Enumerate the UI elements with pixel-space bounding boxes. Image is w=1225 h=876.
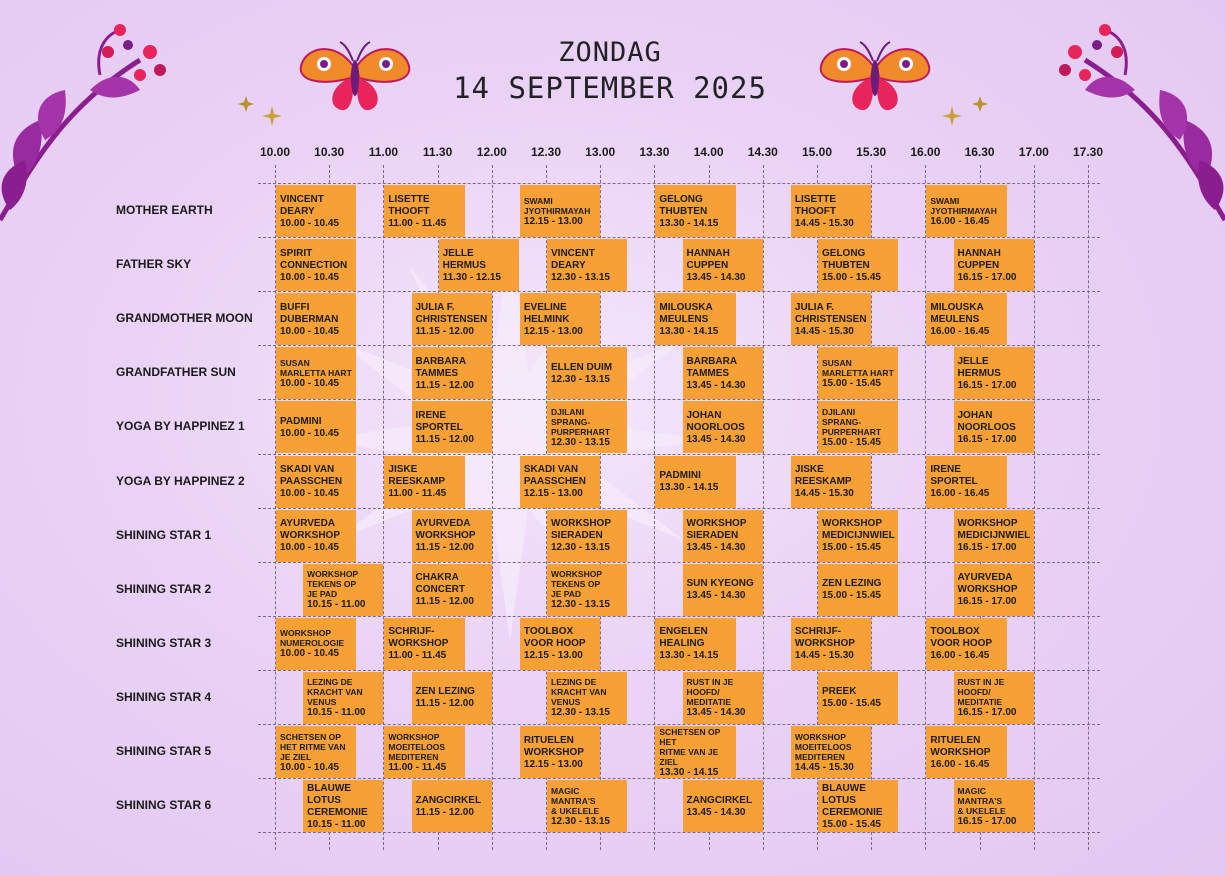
session-block: [547, 347, 627, 399]
session-block: [818, 401, 898, 453]
session-name: EVELINE HELMINK: [523, 301, 570, 325]
session-block: [683, 780, 763, 832]
stage-label: YOGA BY HAPPINEZ 1: [116, 419, 245, 434]
session-time: 13.45 - 14.30: [686, 806, 746, 818]
session-time: 10.15 - 11.00: [307, 599, 366, 611]
grid-hline: [258, 508, 1100, 509]
session-name: TOOLBOX VOOR HOOP: [930, 626, 993, 650]
session-time: 11.30 - 12.15: [442, 271, 501, 283]
session-block: [412, 510, 492, 562]
session-block: [384, 726, 464, 778]
session-time: 12.30 - 13.15: [551, 271, 610, 283]
session-time: 10.00 - 10.45: [280, 217, 339, 229]
session-time: 16.15 - 17.00: [957, 596, 1017, 608]
session-name: WORKSHOP TEKENS OP JE PAD: [551, 569, 602, 600]
session-name: WORKSHOP MOEITELOOS MEDITEREN: [388, 731, 446, 762]
session-block: [303, 672, 383, 724]
session-name: RUST IN JE HOOFD/ MEDITATIE: [957, 677, 1005, 708]
session-time: 12.15 - 13.00: [523, 488, 583, 499]
session-time: 15.00 - 15.45: [822, 542, 881, 554]
session-time: 14.45 - 15.30: [794, 761, 854, 773]
session-time: 16.00 - 16.45: [930, 758, 990, 770]
session-block: [276, 239, 356, 291]
session-time: 10.15 - 11.00: [307, 818, 366, 830]
session-time: 10.00 - 10.45: [280, 761, 339, 773]
session-name: AYURVEDA WORKSHOP: [280, 518, 340, 542]
session-block: [683, 347, 763, 399]
session-block: [384, 618, 464, 670]
time-header: 16.00: [910, 145, 941, 159]
session-time: 13.45 - 14.30: [686, 271, 746, 283]
session-block: [954, 510, 1034, 562]
session-time: 12.30 - 13.15: [551, 707, 610, 719]
session-time: 15.00 - 15.45: [822, 377, 881, 389]
session-block: [926, 618, 1006, 670]
session-time: 15.00 - 15.45: [822, 590, 881, 602]
session-time: 13.45 - 14.30: [686, 590, 746, 602]
session-time: 13.30 - 14.15: [659, 482, 719, 493]
session-time: 16.00 - 16.45: [930, 215, 990, 227]
stage-label: GRANDMOTHER MOON: [116, 311, 253, 326]
grid-hline: [258, 454, 1100, 455]
stage-label: SHINING STAR 5: [116, 744, 212, 758]
time-header: 12.00: [476, 145, 507, 159]
session-time: 10.00 - 10.45: [280, 427, 339, 439]
session-name: SCHRIJF- WORKSHOP: [794, 626, 855, 650]
session-time: 11.00 - 11.45: [388, 761, 447, 773]
session-time: 14.45 - 15.30: [794, 325, 854, 337]
stage-label: MOTHER EARTH: [116, 203, 213, 217]
session-block: [276, 185, 356, 237]
session-name: VINCENT DEARY: [280, 193, 324, 217]
session-time: 15.00 - 15.45: [822, 436, 881, 448]
session-name: SKADI VAN PAASSCHEN: [280, 464, 343, 487]
time-header: 13.30: [639, 145, 670, 159]
session-name: JELLE HERMUS: [957, 355, 1001, 379]
session-name: DJILANI SPRANG- PURPERHART: [822, 406, 882, 437]
session-block: [276, 293, 356, 345]
time-header: 17.30: [1072, 145, 1104, 159]
time-header: 15.30: [856, 145, 887, 159]
session-time: 16.00 - 16.45: [930, 650, 990, 662]
session-block: [276, 726, 356, 778]
session-block: [954, 347, 1034, 399]
session-time: 12.30 - 13.15: [551, 373, 610, 385]
session-time: 16.15 - 17.00: [957, 707, 1017, 719]
session-name: SUN KYEONG: [686, 578, 754, 590]
session-block: [412, 672, 492, 724]
stage-label: GRANDFATHER SUN: [116, 365, 236, 380]
session-block: [818, 510, 898, 562]
session-time: 10.00 - 10.45: [280, 488, 339, 499]
session-block: [954, 401, 1034, 453]
session-block: [954, 672, 1034, 724]
session-name: JOHAN NOORLOOS: [686, 409, 745, 433]
session-name: SWAMI JYOTHIRMAYAH: [930, 195, 997, 216]
stage-label: YOGA BY HAPPINEZ 2: [116, 473, 245, 488]
session-time: 11.00 - 11.45: [388, 217, 447, 229]
session-time: 16.15 - 17.00: [957, 542, 1017, 554]
time-header: 16.30: [964, 145, 995, 159]
grid-hline: [258, 291, 1100, 292]
session-time: 13.45 - 14.30: [686, 433, 746, 445]
session-block: [303, 564, 383, 616]
session-block: [439, 239, 519, 291]
session-block: [384, 185, 464, 237]
stage-label: SHINING STAR 1: [116, 527, 212, 542]
session-name: BLAUWE LOTUS CEREMONIE: [822, 782, 883, 818]
grid-hline: [258, 832, 1100, 833]
time-header: 12.30: [530, 145, 562, 159]
session-name: BARBARA TAMMES: [415, 355, 467, 379]
session-name: SUSAN MARLETTA HART: [822, 357, 894, 378]
session-block: [547, 564, 627, 616]
grid-hline: [258, 616, 1100, 617]
session-name: BLAUWE LOTUS CEREMONIE: [307, 782, 368, 818]
session-time: 10.00 - 10.45: [280, 325, 339, 337]
session-name: PADMINI: [280, 415, 322, 427]
stage-label: SHINING STAR 3: [116, 635, 212, 650]
session-time: 10.15 - 11.00: [307, 707, 366, 719]
grid-hline: [258, 183, 1100, 184]
stage-label: SHINING STAR 2: [116, 581, 212, 596]
session-name: ELLEN DUIM: [551, 361, 613, 373]
session-name: WORKSHOP MEDICIJNWIEL: [957, 518, 1031, 542]
session-time: 16.15 - 17.00: [957, 271, 1017, 283]
session-block: [791, 618, 871, 670]
session-time: 11.15 - 12.00: [415, 379, 474, 391]
session-name: ZEN LEZING: [415, 686, 475, 698]
session-name: MAGIC MANTRA'S & UKELELE: [957, 785, 1006, 816]
session-block: [791, 293, 871, 345]
session-block: [818, 672, 898, 724]
session-block: [547, 510, 627, 562]
sparkle-icon: [938, 94, 994, 134]
session-block: [412, 780, 492, 832]
session-time: 14.45 - 15.30: [794, 650, 854, 662]
session-time: 12.15 - 13.00: [523, 325, 583, 337]
session-time: 11.15 - 12.00: [415, 325, 474, 337]
session-time: 11.15 - 12.00: [415, 596, 474, 608]
sparkle-icon: [236, 94, 286, 134]
session-block: [683, 401, 763, 453]
session-time: 12.30 - 13.15: [551, 599, 610, 611]
session-block: [520, 456, 600, 508]
session-name: WORKSHOP MEDICIJNWIEL: [822, 518, 895, 542]
session-name: HANNAH CUPPEN: [957, 247, 1001, 271]
session-block: [926, 293, 1006, 345]
session-time: 10.00 - 10.45: [280, 648, 339, 660]
session-time: 12.15 - 13.00: [523, 215, 583, 227]
session-time: 13.30 - 14.15: [659, 217, 719, 229]
session-block: [520, 293, 600, 345]
session-name: AYURVEDA WORKSHOP: [957, 572, 1018, 596]
date-label: 14 SEPTEMBER 2025: [453, 71, 767, 105]
session-block: [412, 293, 492, 345]
session-time: 11.00 - 11.45: [388, 488, 447, 499]
session-name: RITUELEN WORKSHOP: [930, 734, 991, 758]
session-block: [547, 780, 627, 832]
session-block: [683, 672, 763, 724]
session-name: ZEN LEZING: [822, 578, 882, 590]
stage-label: SHINING STAR 6: [116, 798, 212, 813]
session-name: MILOUSKA MEULENS: [930, 301, 984, 325]
session-name: SUSAN MARLETTA HART: [280, 357, 352, 378]
time-header: 10.00: [259, 145, 291, 159]
session-name: VINCENT DEARY: [551, 247, 595, 271]
session-time: 12.30 - 13.15: [551, 542, 610, 554]
session-name: JISKE REESKAMP: [388, 464, 446, 487]
session-name: GELONG THUBTEN: [659, 193, 708, 217]
grid-hline: [258, 778, 1100, 779]
session-block: [683, 510, 763, 562]
session-block: [276, 510, 356, 562]
session-block: [683, 239, 763, 291]
session-time: 12.15 - 13.00: [523, 758, 583, 770]
session-time: 10.00 - 10.45: [280, 377, 339, 389]
session-block: [547, 401, 627, 453]
session-time: 14.45 - 15.30: [794, 217, 854, 229]
session-block: [412, 564, 492, 616]
session-block: [547, 239, 627, 291]
session-block: [412, 401, 492, 453]
session-name: LEZING DE KRACHT VAN VENUS: [307, 677, 363, 708]
grid-hline: [258, 345, 1100, 346]
time-header: 13.00: [585, 145, 616, 159]
session-block: [926, 726, 1006, 778]
session-block: [818, 347, 898, 399]
branch-top-right-icon: [1045, 20, 1225, 240]
session-name: ZANGCIRKEL: [415, 794, 482, 806]
session-name: ENGELEN HEALING: [659, 626, 708, 650]
session-name: LISETTE THOOFT: [388, 193, 430, 217]
session-block: [655, 185, 735, 237]
session-name: PADMINI: [659, 470, 701, 481]
session-name: ZANGCIRKEL: [686, 794, 753, 806]
session-block: [520, 185, 600, 237]
session-time: 13.30 - 14.15: [659, 650, 719, 662]
session-block: [818, 780, 898, 832]
session-name: SWAMI JYOTHIRMAYAH: [523, 195, 591, 216]
session-name: WORKSHOP SIERADEN: [551, 518, 611, 542]
session-name: SCHETSEN OP HET RITME VAN JE ZIEL: [659, 726, 721, 767]
session-name: BUFFI DUBERMAN: [280, 301, 339, 325]
session-time: 13.45 - 14.30: [686, 707, 746, 719]
session-block: [954, 780, 1034, 832]
session-time: 13.30 - 14.15: [659, 766, 719, 778]
session-name: PREEK: [822, 686, 857, 698]
session-time: 16.00 - 16.45: [930, 325, 990, 337]
grid-hline: [258, 399, 1100, 400]
session-time: 11.15 - 12.00: [415, 433, 474, 445]
session-block: [791, 726, 871, 778]
session-time: 12.15 - 13.00: [523, 650, 583, 662]
stage-label: SHINING STAR 4: [116, 689, 212, 704]
time-header: 17.00: [1018, 145, 1049, 159]
session-time: 13.45 - 14.30: [686, 379, 746, 391]
session-block: [818, 239, 898, 291]
session-block: [303, 780, 383, 832]
session-block: [655, 293, 735, 345]
session-time: 16.15 - 17.00: [957, 379, 1017, 391]
session-time: 10.00 - 10.45: [280, 271, 339, 283]
time-header: 14.00: [693, 145, 724, 159]
session-name: HANNAH CUPPEN: [686, 247, 730, 271]
grid-hline: [258, 724, 1100, 725]
session-name: JULIA F. CHRISTENSEN: [415, 301, 488, 325]
session-block: [954, 564, 1034, 616]
session-name: MAGIC MANTRA'S & UKELELE: [551, 785, 600, 816]
session-block: [276, 401, 356, 453]
session-block: [655, 618, 735, 670]
session-block: [791, 185, 871, 237]
session-name: JISKE REESKAMP: [794, 464, 852, 487]
session-name: RUST IN JE HOOFD/ MEDITATIE: [686, 677, 734, 708]
session-name: WORKSHOP TEKENS OP JE PAD: [307, 569, 359, 600]
session-name: MILOUSKA MEULENS: [659, 301, 713, 325]
session-name: JELLE HERMUS: [442, 247, 486, 271]
session-time: 12.30 - 13.15: [551, 436, 610, 448]
session-block: [520, 726, 600, 778]
session-name: BARBARA TAMMES: [686, 355, 738, 379]
session-time: 16.15 - 17.00: [957, 433, 1017, 445]
session-name: WORKSHOP SIERADEN: [686, 518, 747, 542]
session-name: JOHAN NOORLOOS: [957, 409, 1016, 433]
session-block: [412, 347, 492, 399]
time-header: 10.30: [314, 145, 345, 159]
grid-hline: [258, 237, 1100, 238]
session-time: 13.45 - 14.30: [686, 542, 746, 554]
session-name: LISETTE THOOFT: [794, 193, 837, 217]
session-time: 15.00 - 15.45: [822, 818, 881, 830]
session-time: 16.15 - 17.00: [957, 815, 1017, 827]
session-name: WORKSHOP MOEITELOOS MEDITEREN: [794, 731, 852, 762]
session-name: GELONG THUBTEN: [822, 247, 870, 271]
session-name: SCHRIJF- WORKSHOP: [388, 626, 449, 650]
session-time: 10.00 - 10.45: [280, 542, 339, 554]
page-title: [380, 36, 840, 106]
session-block: [926, 456, 1006, 508]
time-header: 14.30: [747, 145, 778, 159]
session-time: 11.00 - 11.45: [388, 650, 447, 662]
grid-hline: [258, 670, 1100, 671]
session-name: SCHETSEN OP HET RITME VAN JE ZIEL: [280, 731, 346, 762]
session-name: LEZING DE KRACHT VAN VENUS: [551, 677, 607, 708]
session-block: [520, 618, 600, 670]
session-block: [683, 564, 763, 616]
session-name: RITUELEN WORKSHOP: [523, 734, 584, 758]
time-header: 15.00: [801, 145, 833, 159]
stage-label: FATHER SKY: [116, 257, 192, 272]
session-time: 11.15 - 12.00: [415, 542, 474, 554]
session-time: 14.45 - 15.30: [794, 488, 854, 499]
session-block: [276, 456, 356, 508]
session-block: [276, 618, 356, 670]
session-time: 11.15 - 12.00: [415, 806, 474, 818]
session-block: [926, 185, 1006, 237]
session-name: WORKSHOP NUMEROLOGIE: [280, 628, 345, 649]
session-name: SPIRIT CONNECTION: [280, 247, 348, 271]
session-time: 11.15 - 12.00: [415, 698, 474, 710]
session-block: [791, 456, 871, 508]
session-name: JULIA F. CHRISTENSEN: [794, 301, 867, 325]
session-block: [655, 726, 735, 778]
session-block: [655, 456, 735, 508]
session-time: 12.30 - 13.15: [551, 815, 610, 827]
session-block: [384, 456, 464, 508]
session-name: SKADI VAN PAASSCHEN: [523, 464, 586, 487]
session-block: [547, 672, 627, 724]
session-time: 16.00 - 16.45: [930, 488, 990, 499]
session-block: [818, 564, 898, 616]
session-name: TOOLBOX VOOR HOOP: [523, 626, 586, 650]
time-header: 11.30: [422, 145, 453, 159]
session-time: 15.00 - 15.45: [822, 698, 881, 710]
session-block: [954, 239, 1034, 291]
session-block: [276, 347, 356, 399]
session-time: 13.30 - 14.15: [659, 325, 719, 337]
day-label: ZONDAG: [558, 37, 662, 68]
grid-hline: [258, 562, 1100, 563]
session-name: AYURVEDA WORKSHOP: [415, 518, 476, 542]
session-name: CHAKRA CONCERT: [415, 572, 465, 596]
time-header: 11.00: [368, 145, 399, 159]
session-name: DJILANI SPRANG- PURPERHART: [551, 406, 611, 437]
session-name: IRENE SPORTEL: [415, 409, 463, 433]
session-name: IRENE SPORTEL: [930, 464, 978, 487]
session-time: 15.00 - 15.45: [822, 271, 881, 283]
